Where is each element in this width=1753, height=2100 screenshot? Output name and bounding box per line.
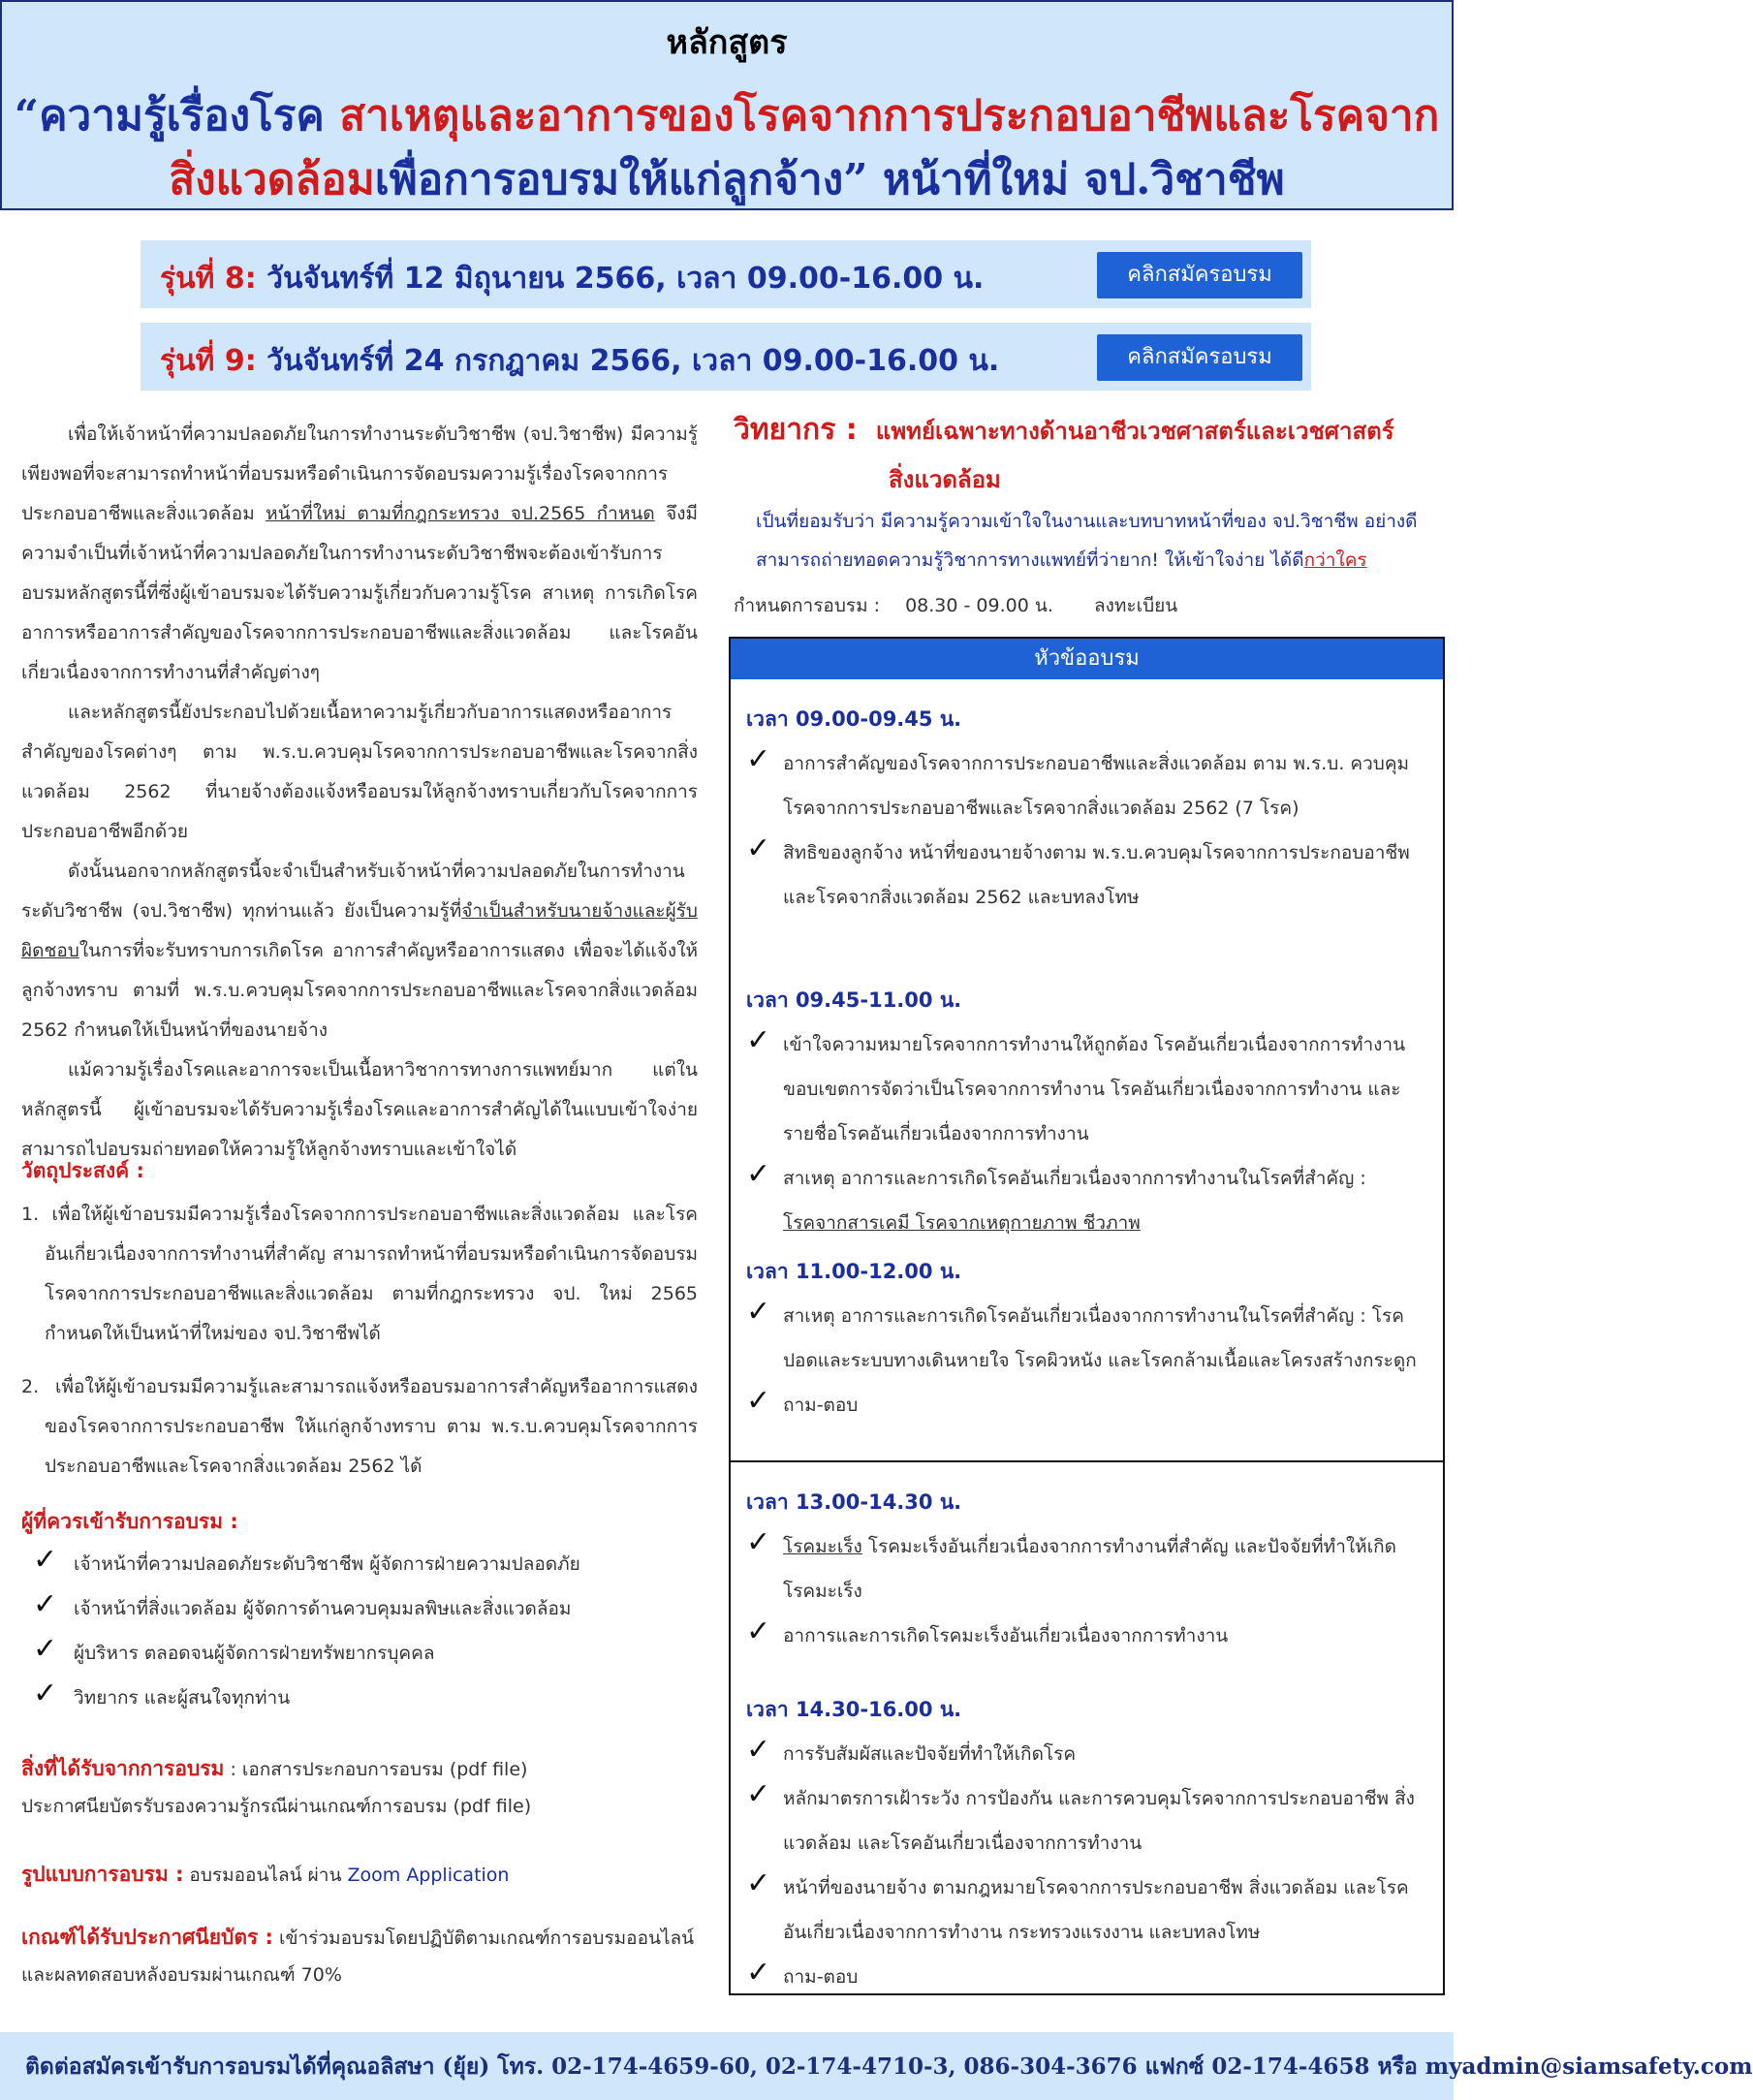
topic-item: ✓ สาเหตุ อาการและการเกิดโรคอันเกี่ยวเนื่องจากการทำงานในโรคที่สำคัญ : — [746, 1156, 1424, 1201]
header-title-line-2: สิ่งแวดล้อมเพื่อการอบรมให้แก่ลูกจ้าง” หน้าที่ใหม่ จป.วิชาชีพ — [169, 155, 1285, 204]
topic-item: ✓ ถาม-ตอบ — [746, 1383, 1424, 1427]
receive-section — [21, 1750, 698, 1825]
topic-item: ✓ หน้าที่ของนายจ้าง ตามกฎหมายโรคจากการประกอบอาชีพ สิ่งแวดล้อม และโรคอันเกี่ยวเนื่องจากการทำงาน กระทรวงแรงงาน และบทลงโทษ — [746, 1865, 1424, 1955]
speaker-intro: เป็นที่ยอมรับว่า มีความรู้ความเข้าใจในงานและบทบาทหน้าที่ของ จป.วิชาชีพ อย่างดี สามารถถ่ายทอดความรู้วิชาการทางแพทย์ที่ว่ายาก! ให้เข้าใจง่าย ได้ดีกว่าใคร — [756, 511, 1418, 571]
criteria-section — [21, 1919, 698, 1993]
register-button-session-8[interactable]: คลิกสมัครอบรม — [1097, 252, 1302, 298]
intro-paragraph-1: เพื่อให้เจ้าหน้าที่ความปลอดภัยในการทำงานระดับวิชาชีพ (จป.วิชาชีพ) มีความรู้เพียงพอที่จะสามารถทำหน้าที่อบรมหรือดำเนินการจัดอบรมความรู้เรื่องโรคจากการประกอบอาชีพและสิ่งแวดล้อม หน้าที่ใหม่ ตามที่กฎกระทรวง จป.2565 กำหนด จึงมีความจำเป็นที่เจ้าหน้าที่ความปลอดภัยในการทำงานระดับวิชาชีพจะต้องเข้ารับการอบรมหลักสูตรนี้ที่ซึ่งผู้เข้าอบรมจะได้รับความรู้เกี่ยวกับความรู้โรค สาเหตุ การเกิดโรค อาการหรืออาการสำคัญของโรคจากการประกอบอาชีพและสิ่งแวดล้อม และโรคอันเกี่ยวเนื่องจากการทำงานที่สำคัญต่างๆ — [21, 423, 699, 683]
objective-item: 2. เพื่อให้ผู้เข้าอบรมมีความรู้และสามารถแจ้งหรืออบรมอาการสำคัญหรืออาการแสดงของโรคจากการประกอบอาชีพ ให้แก่ลูกจ้างทราบ ตาม พ.ร.บ.ควบคุมโรคจากการประกอบอาชีพและโรคจากสิ่งแวดล้อม 2562 ได้ — [21, 1376, 698, 1477]
audience-item: ✓ เจ้าหน้าที่สิ่งแวดล้อม ผู้จัดการด้านควบคุมมลพิษและสิ่งแวดล้อม — [21, 1586, 698, 1631]
contact-footer — [0, 2032, 1753, 2100]
header-course-label: หลักสูตร — [666, 23, 788, 62]
topic-item: ✓ การรับสัมผัสและปัจจัยที่ทำให้เกิดโรค — [746, 1732, 1424, 1776]
topic-item: ✓ เข้าใจความหมายโรคจากการทำงานให้ถูกต้อง โรคอันเกี่ยวเนื่องจากการทำงาน ขอบเขตการจัดว่าเป็นโรคจากการทำงาน โรคอันเกี่ยวเนื่องจากการทำงาน และรายชื่อโรคอันเกี่ยวเนื่องจากการทำงาน — [746, 1022, 1424, 1156]
register-button-session-9[interactable]: คลิกสมัครอบรม — [1097, 334, 1302, 381]
topic-item-underline: โรคจากสารเคมี โรคจากเหตุกายภาพ ชีวภาพ — [783, 1212, 1141, 1234]
header-title-line-1: “ความรู้เรื่องโรค สาเหตุและอาการของโรคจากการประกอบอาชีพและโรคจาก — [14, 91, 1440, 141]
topic-time: เวลา 09.00-09.45 น. — [746, 707, 962, 731]
audience-item: ✓ วิทยากร และผู้สนใจทุกท่าน — [21, 1676, 698, 1720]
objective-item: 1. เพื่อให้ผู้เข้าอบรมมีความรู้เรื่องโรคจากการประกอบอาชีพและสิ่งแวดล้อม และโรคอันเกี่ยวเนื่องจากการทำงานที่สำคัญ สามารถทำหน้าที่อบรมหรือดำเนินการจัดอบรมโรคจากการประกอบอาชีพและสิ่งแวดล้อม ตามที่กฎกระทรวง จป. ใหม่ 2565 กำหนดให้เป็นหน้าที่ใหม่ของ จป.วิชาชีพได้ — [21, 1204, 698, 1344]
topic-time: เวลา 13.00-14.30 น. — [746, 1490, 962, 1514]
intro-paragraph-2: และหลักสูตรนี้ยังประกอบไปด้วยเนื้อหาความรู้เกี่ยวกับอาการแสดงหรืออาการสำคัญของโรคต่างๆ ตาม พ.ร.บ.ควบคุมโรคจากการประกอบอาชีพและโรคจากสิ่งแวดล้อม 2562 ที่นายจ้างต้องแจ้งหรืออบรมให้ลูกจ้างทราบเกี่ยวกับโรคจากการประกอบอาชีพอีกด้วย — [21, 702, 698, 842]
receive-text: : เอกสารประกอบการอบรม (pdf file) — [230, 1759, 528, 1780]
format-section — [21, 1855, 698, 1896]
intro-section — [21, 415, 698, 1170]
speaker-value-2: สิ่งแวดล้อม — [889, 466, 1001, 493]
schedule-event: ลงทะเบียน — [1093, 595, 1178, 616]
schedule-label: กำหนดการอบรม : — [734, 595, 881, 616]
topic-block — [746, 1687, 1424, 1999]
session-9-bar — [141, 323, 1311, 391]
format-text: อบรมออนไลน์ ผ่าน — [189, 1865, 348, 1886]
schedule-time: 08.30 - 09.00 น. — [905, 595, 1053, 616]
speaker-section — [734, 407, 1431, 498]
topic-block — [746, 978, 1424, 1245]
topic-item: ✓ อาการสำคัญของโรคจากการประกอบอาชีพและสิ่งแวดล้อม ตาม พ.ร.บ. ควบคุมโรคจากการประกอบอาชีพและโรคจากสิ่งแวดล้อม 2562 (7 โรค) — [746, 741, 1424, 831]
audience-section — [21, 1502, 698, 1720]
topic-block — [746, 1249, 1424, 1427]
topic-block — [746, 1480, 1424, 1658]
session-label: รุ่นที่ 9: — [160, 344, 257, 378]
audience-item: ✓ เจ้าหน้าที่ความปลอดภัยระดับวิชาชีพ ผู้จัดการฝ่ายความปลอดภัย — [21, 1542, 698, 1586]
receive-text-2: ประกาศนียบัตรรับรองความรู้กรณีผ่านเกณฑ์การอบรม (pdf file) — [21, 1796, 532, 1817]
format-app: Zoom Application — [347, 1865, 510, 1886]
intro-paragraph-4: แม้ความรู้เรื่องโรคและอาการจะเป็นเนื้อหาวิชาการทางการแพทย์มาก แต่ในหลักสูตรนี้ ผู้เข้าอบรมจะได้รับความรู้เรื่องโรคและอาการสำคัญได้ในแบบเข้าใจง่าย สามารถไปอบรมถ่ายทอดให้ความรู้ให้ลูกจ้างทราบและเข้าใจได้ — [21, 1059, 698, 1160]
criteria-text: เข้าร่วมอบรมโดยปฏิบัติตามเกณฑ์การอบรมออนไลน์และผลทดสอบหลังอบรมผ่านเกณฑ์ 70% — [21, 1928, 695, 1986]
topics-heading: หัวข้ออบรม — [731, 639, 1443, 679]
speaker-value: แพทย์เฉพาะทางด้านอาชีวเวชศาสตร์และเวชศาสตร์ — [875, 418, 1394, 445]
topic-item: ✓ อาการและการเกิดโรคมะเร็งอันเกี่ยวเนื่องจากการทำงาน — [746, 1614, 1424, 1658]
session-date: วันจันทร์ที่ 24 กรกฎาคม 2566, เวลา 09.00-16.00 น. — [266, 344, 1000, 378]
topic-time: เวลา 09.45-11.00 น. — [746, 988, 962, 1012]
audience-heading: ผู้ที่ควรเข้ารับการอบรม : — [21, 1510, 238, 1533]
speaker-title: วิทยากร : — [734, 413, 858, 447]
course-header — [0, 0, 1454, 210]
topic-item: ✓ ถาม-ตอบ — [746, 1955, 1424, 1999]
objectives-section — [21, 1151, 698, 1487]
contact-text[interactable]: ติดต่อสมัครเข้ารับการอบรมได้ที่คุณอลิสษา (ยุ้ย) โทร. 02-174-4659-60, 02-174-4710-3, 086-304-3676 แฟกซ์ 02-174-4658 หรือ myadmin@siamsafety.com — [25, 2053, 1753, 2080]
topic-item: ✓ โรคมะเร็ง โรคมะเร็งอันเกี่ยวเนื่องจากการทำงานที่สำคัญ และปัจจัยที่ทำให้เกิดโรคมะเร็ง — [746, 1524, 1424, 1614]
receive-heading: สิ่งที่ได้รับจากการอบรม — [21, 1757, 225, 1780]
lunch-divider — [731, 1460, 1443, 1462]
topics-box — [729, 637, 1445, 1995]
session-date: วันจันทร์ที่ 12 มิถุนายน 2566, เวลา 09.00-16.00 น. — [266, 262, 985, 296]
session-8-bar — [141, 240, 1311, 308]
topic-item: ✓ หลักมาตรการเฝ้าระวัง การป้องกัน และการควบคุมโรคจากการประกอบอาชีพ สิ่งแวดล้อม และโรคอันเกี่ยวเนื่องจากการทำงาน — [746, 1776, 1424, 1865]
topic-time: เวลา 11.00-12.00 น. — [746, 1260, 962, 1283]
schedule-registration — [734, 591, 1177, 620]
topic-item: ✓ สาเหตุ อาการและการเกิดโรคอันเกี่ยวเนื่องจากการทำงานในโรคที่สำคัญ : โรคปอดและระบบทางเดินหายใจ โรคผิวหนัง และโรคกล้ามเนื้อและโครงสร้างกระดูก — [746, 1294, 1424, 1383]
topic-block — [746, 697, 1424, 920]
topic-item: ✓ สิทธิของลูกจ้าง หน้าที่ของนายจ้างตาม พ.ร.บ.ควบคุมโรคจากการประกอบอาชีพและโรคจากสิ่งแวดล้อม 2562 และบทลงโทษ — [746, 831, 1424, 920]
objectives-heading: วัตถุประสงค์ : — [21, 1159, 144, 1182]
session-label: รุ่นที่ 8: — [160, 262, 257, 296]
format-heading: รูปแบบการอบรม : — [21, 1863, 184, 1886]
topic-time: เวลา 14.30-16.00 น. — [746, 1698, 962, 1721]
audience-item: ✓ ผู้บริหาร ตลอดจนผู้จัดการฝ่ายทรัพยากรบุคคล — [21, 1631, 698, 1676]
criteria-heading: เกณฑ์ได้รับประกาศนียบัตร : — [21, 1926, 273, 1949]
intro-paragraph-3: ดังนั้นนอกจากหลักสูตรนี้จะจำเป็นสำหรับเจ้าหน้าที่ความปลอดภัยในการทำงานระดับวิชาชีพ (จป.วิชาชีพ) ทุกท่านแล้ว ยังเป็นความรู้ที่จำเป็นสำหรับนายจ้างและผู้รับผิดชอบในการที่จะรับทราบการเกิดโรค อาการสำคัญหรืออาการแสดง เพื่อจะได้แจ้งให้ลูกจ้างทราบ ตามที่ พ.ร.บ.ควบคุมโรคจากการประกอบอาชีพและโรคจากสิ่งแวดล้อม 2562 กำหนดให้เป็นหน้าที่ของนายจ้าง — [21, 861, 698, 1041]
